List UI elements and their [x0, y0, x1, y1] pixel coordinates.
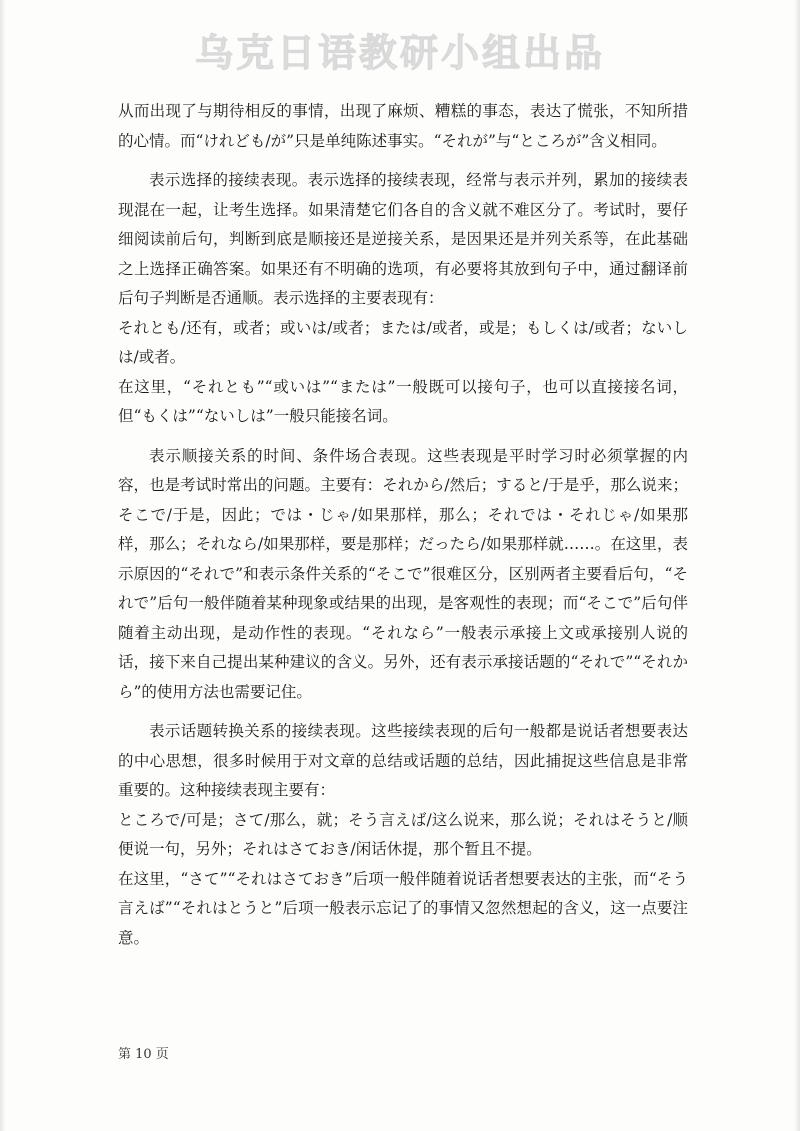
body-text — [118, 97, 688, 963]
paragraph-topic-change-expressions: 表示话题转换关系的接续表现。这些接续表现的后句一般都是说话者想要表达的中心思想，很多时候用于对文章的总结或话题的总结，因此捕捉这些信息是非常重要的。这种接续表现主要有： — [118, 722, 688, 799]
watermark-title: 乌克日语教研小组出品 — [194, 31, 605, 75]
paragraph-continuation: 从而出现了与期待相反的事情，出现了麻烦、糟糕的事态，表达了慌张，不知所措的心情。而“けれども/が”只是单纯陈述事实。“それが”与“ところが”含义相同。 — [118, 102, 688, 150]
list-topic-change-expressions: ところで/可是；さて/那么，就；そう言えば/这么说来，那么说；それはそうと/顺便说一句，另外；それはさておき/闲话休提，那个暂且不提。 — [118, 810, 688, 858]
paragraph-sequential-expressions: 表示顺接关系的时间、条件场合表现。这些表现是平时学习时必须掌握的内容，也是考试时常出的问题。主要有：それから/然后；すると/于是乎，那么说来；そこで/于是，因此；では・じゃ/如果那样，那么；それでは・それじゃ/如果那样，那么；それなら/如果那样，要是那样；だったら/如果那样就……。在这里，表示原因的“それで”和表示条件关系的“そこで”很难区分，区别两者主要看后句，“それで”后句一般伴随着某种现象或结果的出现，是客观性的表现；而“そこで”后句伴随着主动出现，是动作性的表现。“それなら”一般表示承接上文或承接别人说的话，接下来自己提出某种建议的含义。另外，还有表示承接话题的“それで”“それから”的使用方法也需要记住。 — [118, 446, 688, 701]
note-selection-expressions: 在这里，“それとも”“或いは”“または”一般既可以接句子，也可以直接接名词，但“もくは”“ないしは”一般只能接名词。 — [118, 377, 688, 425]
list-selection-expressions: それとも/还有，或者；或いは/或者；または/或者，或是；もしくは/或者；ないしは/或者。 — [118, 318, 688, 366]
note-topic-change-expressions: 在这里，“さて”“それはさておき”后项一般伴随着说话者想要表达的主张，而“そう言えば”“それはとうと”后项一般表示忘记了的事情又忽然想起的含义，这一点要注意。 — [118, 869, 688, 947]
scan-edge-left — [0, 0, 6, 1131]
paragraph-selection-expressions: 表示选择的接续表现。表示选择的接续表现，经常与表示并列，累加的接续表现混在一起，让考生选择。如果清楚它们各自的含义就不难区分了。考试时，要仔细阅读前后句，判断到底是顺接还是逆接关系，是因果还是并列关系等，在此基础之上选择正确答案。如果还有不明确的选项，有必要将其放到句子中，通过翻译前后句子判断是否通顺。表示选择的主要表现有： — [118, 171, 688, 307]
page-number: 第 10 页 — [118, 1047, 169, 1062]
scan-edge-right — [794, 0, 800, 1131]
